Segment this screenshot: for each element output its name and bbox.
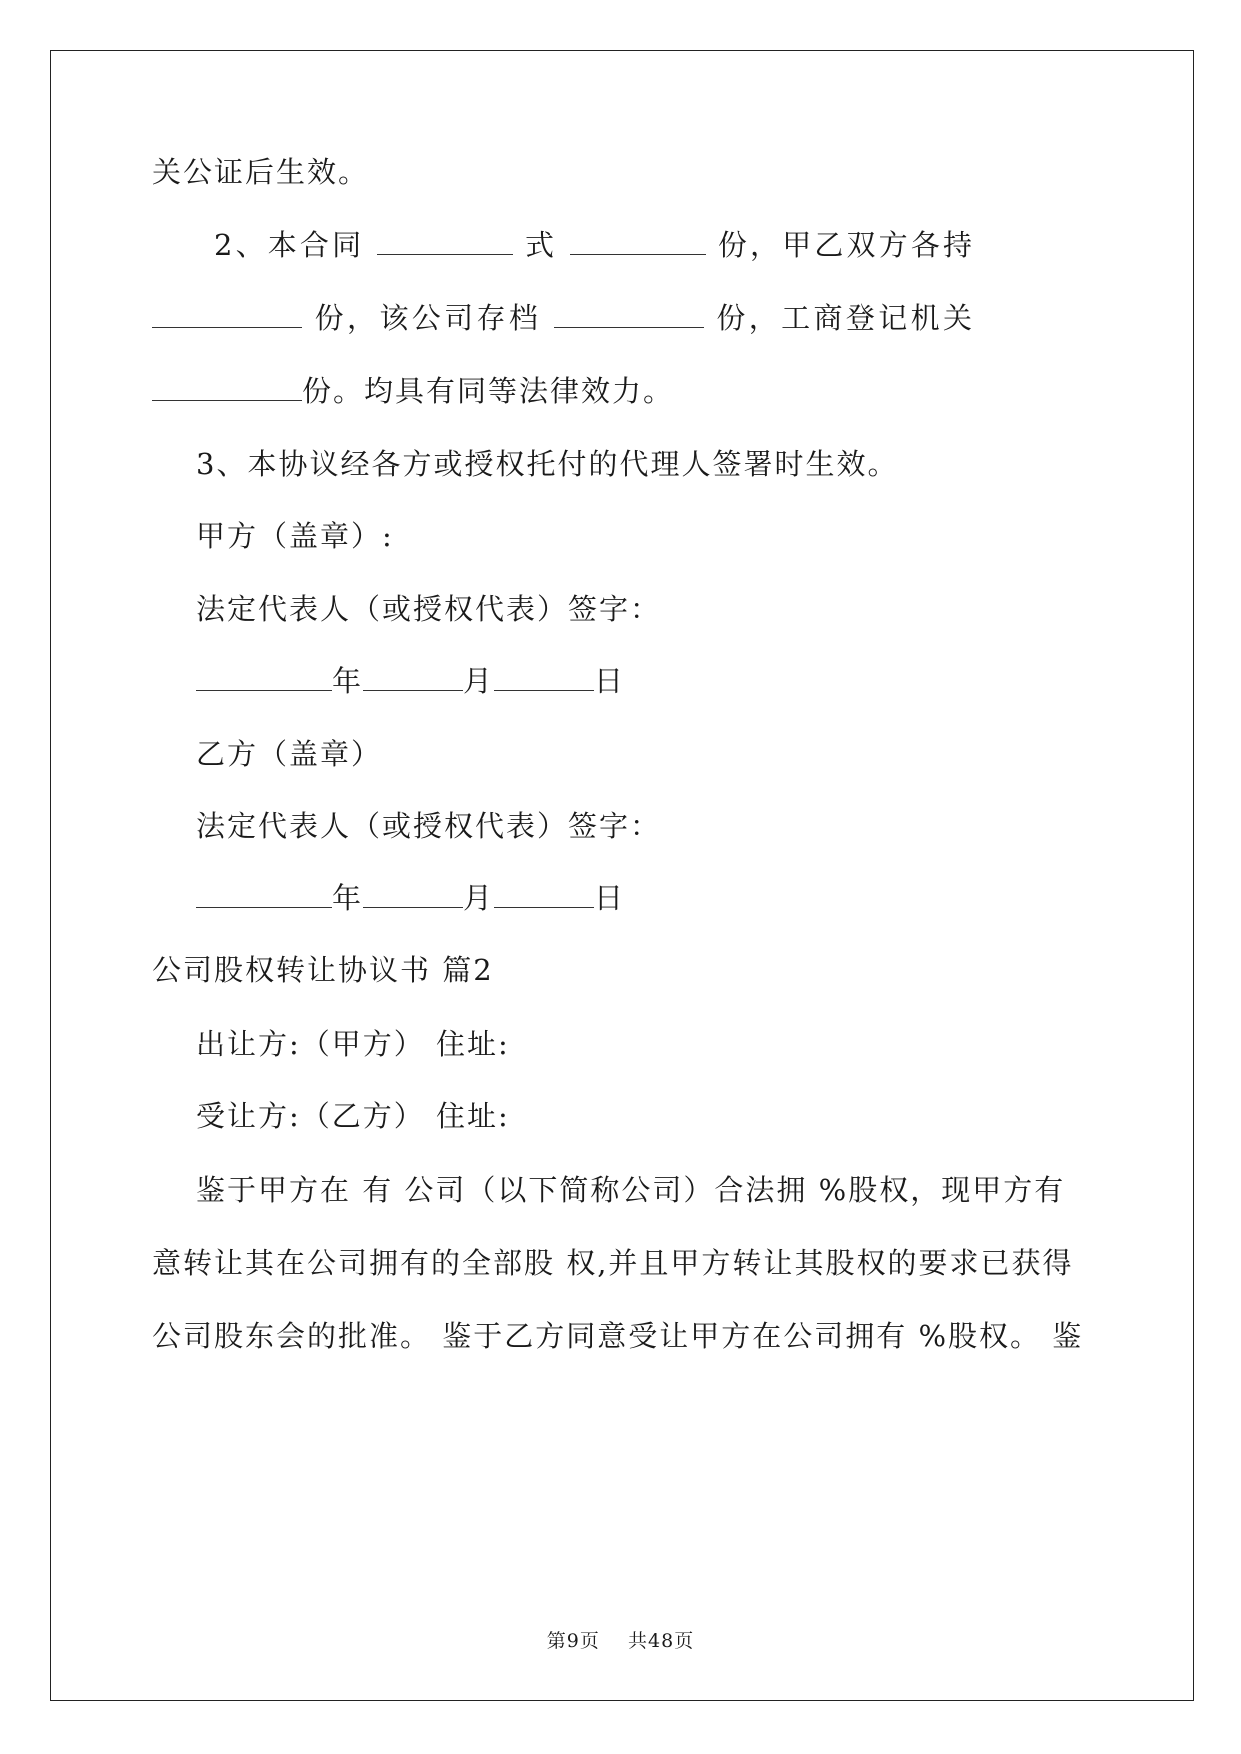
fill-blank (494, 664, 594, 691)
text-fragment: 份，工商登记机关 (716, 301, 974, 335)
text-line: 关公证后生效。 (152, 155, 370, 189)
text-fragment: 份，该公司存档 (314, 301, 542, 335)
date-day-label: 日 (594, 881, 626, 915)
date-line (196, 878, 1136, 918)
fill-blank (554, 301, 704, 328)
text-line (214, 225, 974, 265)
fill-blank (196, 664, 332, 691)
date-year-label: 年 (332, 881, 364, 915)
text-fragment: 份，甲乙双方各持 (717, 228, 974, 262)
text-line: 法定代表人（或授权代表）签字： (196, 592, 662, 626)
text-fragment: 式 (524, 228, 558, 262)
text-fragment: 份。均具有同等法律效力。 (302, 374, 675, 408)
fill-blank (152, 301, 302, 328)
fill-blank (152, 374, 302, 401)
text-line (152, 298, 974, 338)
text-line (152, 1243, 1074, 1283)
text-line: 甲方（盖章）: (196, 519, 394, 553)
date-line (196, 661, 1136, 701)
text-line: 受让方:（乙方） 住址: (196, 1099, 510, 1133)
fill-blank (363, 881, 463, 908)
page-footer (0, 1626, 1241, 1653)
text-line (152, 1316, 1084, 1356)
text-fragment: 2、本合同 (214, 228, 365, 262)
date-month-label: 月 (463, 664, 495, 698)
page-number: 第9页 (546, 1630, 600, 1652)
text-line: 乙方（盖章） (196, 737, 383, 771)
section-heading: 公司股权转让协议书 篇2 (152, 953, 494, 987)
date-day-label: 日 (594, 664, 626, 698)
text-line: 法定代表人（或授权代表）签字： (196, 809, 662, 843)
text-line: 3、本协议经各方或授权托付的代理人签署时生效。 (196, 447, 899, 481)
fill-blank (570, 228, 706, 255)
fill-blank (494, 881, 594, 908)
date-month-label: 月 (463, 881, 495, 915)
text-fragment: 公司股东会的批准。 鉴于乙方同意受让甲方在公司拥有 %股权。 鉴 (152, 1319, 1084, 1353)
date-year-label: 年 (332, 664, 364, 698)
text-line (152, 371, 1092, 411)
text-fragment: 意转让其在公司拥有的全部股 权,并且甲方转让其股权的要求已获得 (152, 1246, 1074, 1280)
text-line (196, 1170, 1066, 1210)
text-line: 出让方:（甲方） 住址: (196, 1027, 510, 1061)
fill-blank (363, 664, 463, 691)
fill-blank (377, 228, 513, 255)
page-total: 共48页 (628, 1630, 695, 1652)
fill-blank (196, 881, 332, 908)
text-fragment: 鉴于甲方在 有 公司（以下简称公司）合法拥 %股权，现甲方有 (196, 1173, 1066, 1207)
